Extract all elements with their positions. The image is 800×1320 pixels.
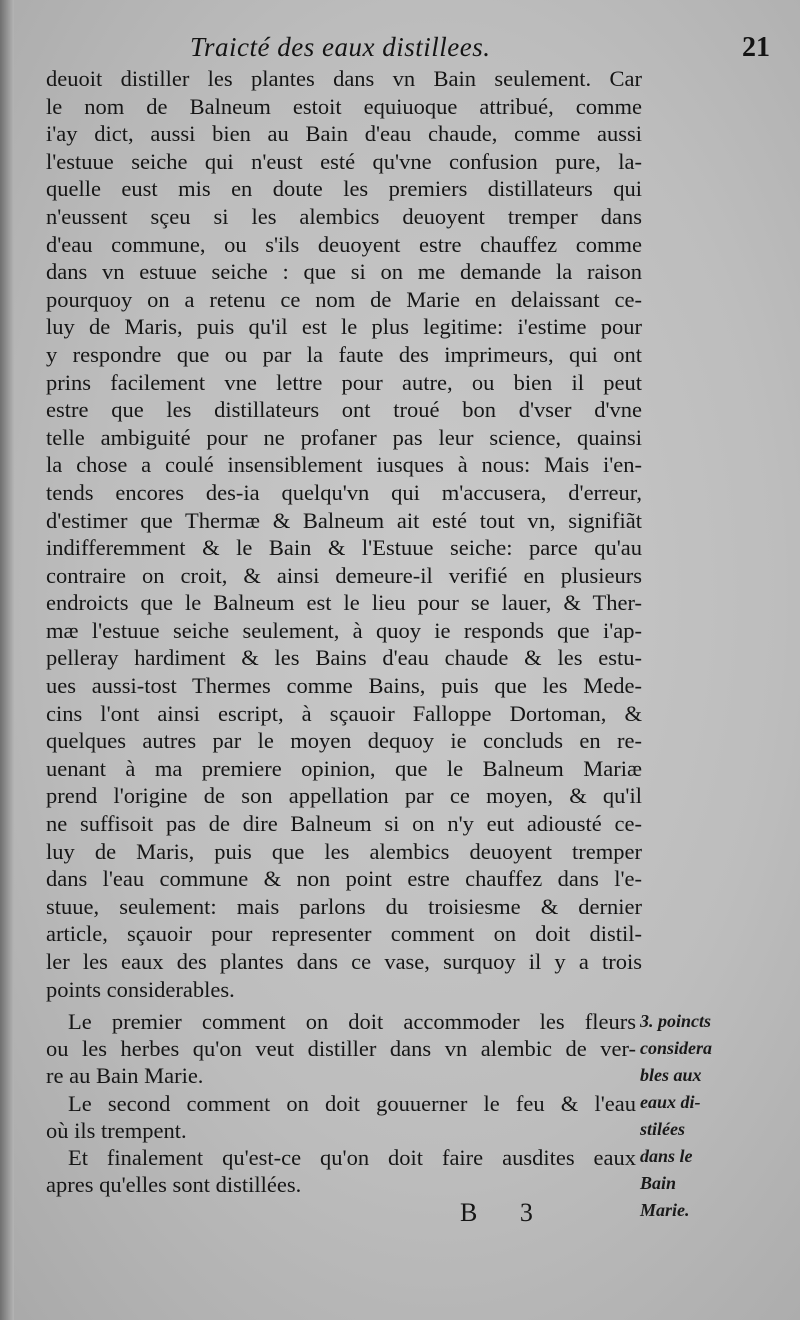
text-line: y respondre que ou par la faute des imprimeurs, qui ont <box>46 341 642 367</box>
paragraph-first-point <box>46 1008 636 1089</box>
text-line: prins facilement vne lettre pour autre, ou bien il peut <box>46 369 642 395</box>
margin-note <box>640 1008 740 1224</box>
text-line: apres qu'elles sont distillées. <box>46 1172 302 1197</box>
margin-note-line: Bain <box>640 1173 677 1193</box>
margin-note-line: dans le <box>640 1146 693 1166</box>
text-line: d'estimer que Thermæ & Balneum ait esté tout vn, signifiãt <box>46 507 642 533</box>
text-line: tends encores des-ia quelqu'vn qui m'accusera, d'erreur, <box>46 479 642 505</box>
text-line: pourquoy on a retenu ce nom de Marie en delaissant ce- <box>46 286 642 312</box>
text-line: estre que les distillateurs ont troué bon d'vser d'vne <box>46 397 642 423</box>
margin-note-line: stilées <box>640 1119 685 1139</box>
text-line: ues aussi-tost Thermes comme Bains, puis que les Mede- <box>46 673 642 699</box>
margin-note-line: Marie. <box>640 1200 690 1220</box>
text-line: cins l'ont ainsi escript, à sçauoir Falloppe Dortoman, & <box>46 700 642 726</box>
text-line: luy de Maris, puis qu'il est le plus legitime: i'estime pour <box>46 314 642 340</box>
page-header <box>0 30 800 70</box>
text-line: la chose a coulé insensiblement iusques à nous: Mais i'en- <box>46 452 642 478</box>
text-line: ou les herbes qu'on veut distiller dans vn alembic de ver- <box>46 1036 636 1061</box>
text-line: l'estuue seiche qui n'eust esté qu'vne confusion pure, la- <box>46 148 642 174</box>
margin-note-line: 3. poincts <box>640 1011 712 1031</box>
margin-note-line: bles aux <box>640 1065 702 1085</box>
text-line: Le second comment on doit gouuerner le feu & l'eau <box>68 1091 636 1116</box>
margin-note-line: eaux di- <box>640 1092 701 1112</box>
text-line: dans vn estuue seiche : que si on me demande la raison <box>46 259 642 285</box>
margin-note-line: considera <box>640 1038 712 1058</box>
text-line: le nom de Balneum estoit equiuoque attribué, comme <box>46 93 642 119</box>
text-line: indifferemment & le Bain & l'Estuue seiche: parce qu'au <box>46 535 642 561</box>
text-line: Le premier comment on doit accommoder les fleurs <box>68 1009 636 1034</box>
body-text <box>46 65 642 1003</box>
text-line: re au Bain Marie. <box>46 1063 204 1088</box>
text-line: prend l'origine de son appellation par ce moyen, & qu'il <box>46 783 642 809</box>
text-line: luy de Maris, puis que les alembics deuoyent tremper <box>46 838 642 864</box>
text-line: uenant à ma premiere opinion, que le Balneum Mariæ <box>46 755 642 781</box>
text-line: endroicts que le Balneum est le lieu pour se lauer, & Ther- <box>46 590 642 616</box>
page-number: 21 <box>742 32 770 63</box>
text-line: d'eau commune, ou s'ils deuoyent estre chauffez comme <box>46 231 642 257</box>
paragraph-third-point <box>46 1144 636 1198</box>
text-line: où ils trempent. <box>46 1118 187 1143</box>
text-line: deuoit distiller les plantes dans vn Bain seulement. Car <box>46 66 642 91</box>
text-line: n'eussent sçeu si les alembics deuoyent tremper dans <box>46 203 642 229</box>
text-line: quelques autres par le moyen dequoy ie concluds en re- <box>46 728 642 754</box>
text-line: article, sçauoir pour representer comment on doit distil- <box>46 921 642 947</box>
text-line: quelle eust mis en doute les premiers distillateurs qui <box>46 176 642 202</box>
text-line: pelleray hardiment & les Bains d'eau chaude & les estu- <box>46 645 642 671</box>
running-title: Traicté des eaux distillees. <box>190 32 491 62</box>
paragraph-second-point <box>46 1090 636 1144</box>
text-line: ler les eaux des plantes dans ce vase, surquoy il y a trois <box>46 949 642 974</box>
text-line: mæ l'estuue seiche seulement, à quoy ie responds que i'ap- <box>46 617 642 643</box>
text-line: stuue, seulement: mais parlons du troisiesme & dernier <box>46 893 642 919</box>
text-line: points considerables. <box>46 976 235 1002</box>
text-line: telle ambiguité pour ne profaner pas leur science, quainsi <box>46 424 642 450</box>
text-line: contraire on croit, & ainsi demeure-il verifié en plusieurs <box>46 562 642 588</box>
signature-mark: B 3 <box>460 1198 551 1227</box>
text-line: ne suffisoit pas de dire Balneum si on n'y eut adiousté ce- <box>46 811 642 837</box>
text-line: i'ay dict, aussi bien au Bain d'eau chaude, comme aussi <box>46 121 642 147</box>
text-line: dans l'eau commune & non point estre chauffez dans l'e- <box>46 866 642 892</box>
text-line: Et finalement qu'est-ce qu'on doit faire ausdites eaux <box>68 1145 636 1170</box>
